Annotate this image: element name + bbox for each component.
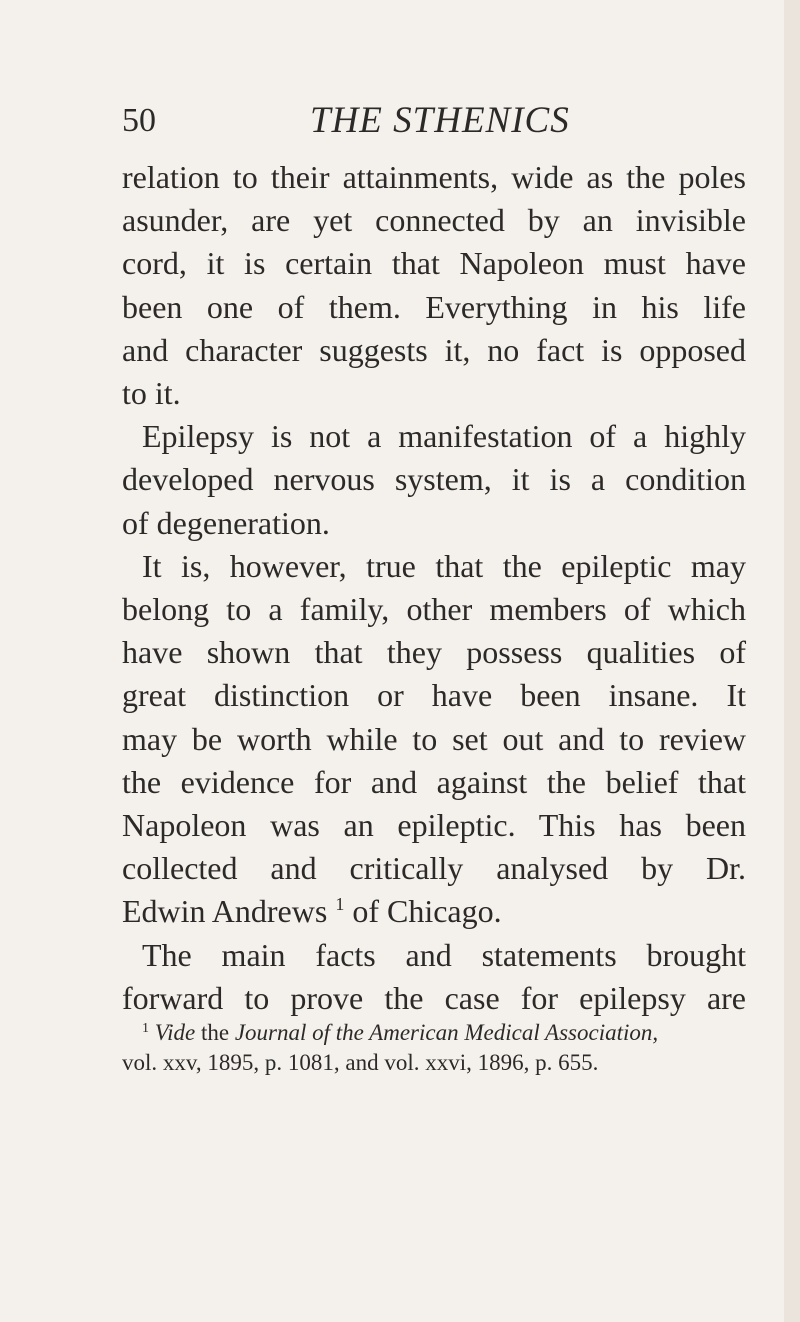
text-line: the evidence for and against the belief that <box>122 763 746 800</box>
page-number: 50 <box>122 102 156 139</box>
footnote-vide: Vide <box>154 1020 196 1045</box>
text-line: developed nervous system, it is a condition <box>122 461 746 498</box>
text-fragment: Edwin Andrews <box>122 893 328 930</box>
text-line: The main facts and statements brought <box>142 936 746 973</box>
text-line: belong to a family, other members of which <box>122 591 746 628</box>
text-line <box>122 890 746 933</box>
running-title: THE STHENICS <box>310 100 570 141</box>
text-line: collected and critically analysed by Dr. <box>122 850 746 887</box>
footnote-line <box>122 1018 746 1048</box>
text-line: been one of them. Everything in his life <box>122 288 746 325</box>
text-line: and character suggests it, no fact is opposed <box>122 331 746 368</box>
footnote-the: the <box>200 1020 230 1045</box>
footnote-line: vol. xxv, 1895, p. 1081, and vol. xxvi, 1896, p. 655. <box>122 1050 599 1075</box>
page-header <box>122 96 742 146</box>
text-line: great distinction or have been insane. It <box>122 677 746 714</box>
text-line: asunder, are yet connected by an invisible <box>122 202 746 239</box>
text-line: have shown that they possess qualities of <box>122 634 746 671</box>
footnote-reference: 1 <box>335 894 345 915</box>
text-line: relation to their attainments, wide as the poles <box>122 159 746 195</box>
text-line: cord, it is certain that Napoleon must have <box>122 245 746 282</box>
text-line: to it. <box>122 375 181 412</box>
body-text <box>122 156 746 1020</box>
text-line: Napoleon was an epileptic. This has been <box>122 807 746 844</box>
page-edge <box>784 0 800 1322</box>
text-fragment: of Chicago. <box>352 893 502 930</box>
text-line: Epilepsy is not a manifestation of a highly <box>142 418 746 455</box>
text-line: of degeneration. <box>122 504 330 541</box>
footnote <box>122 1018 746 1078</box>
text-line: It is, however, true that the epileptic may <box>142 547 746 584</box>
footnote-journal-title: Journal of the American Medical Association, <box>234 1020 659 1045</box>
footnote-mark: 1 <box>142 1021 149 1036</box>
text-line: forward to prove the case for epilepsy are <box>122 979 746 1016</box>
text-line: may be worth while to set out and to review <box>122 720 746 757</box>
